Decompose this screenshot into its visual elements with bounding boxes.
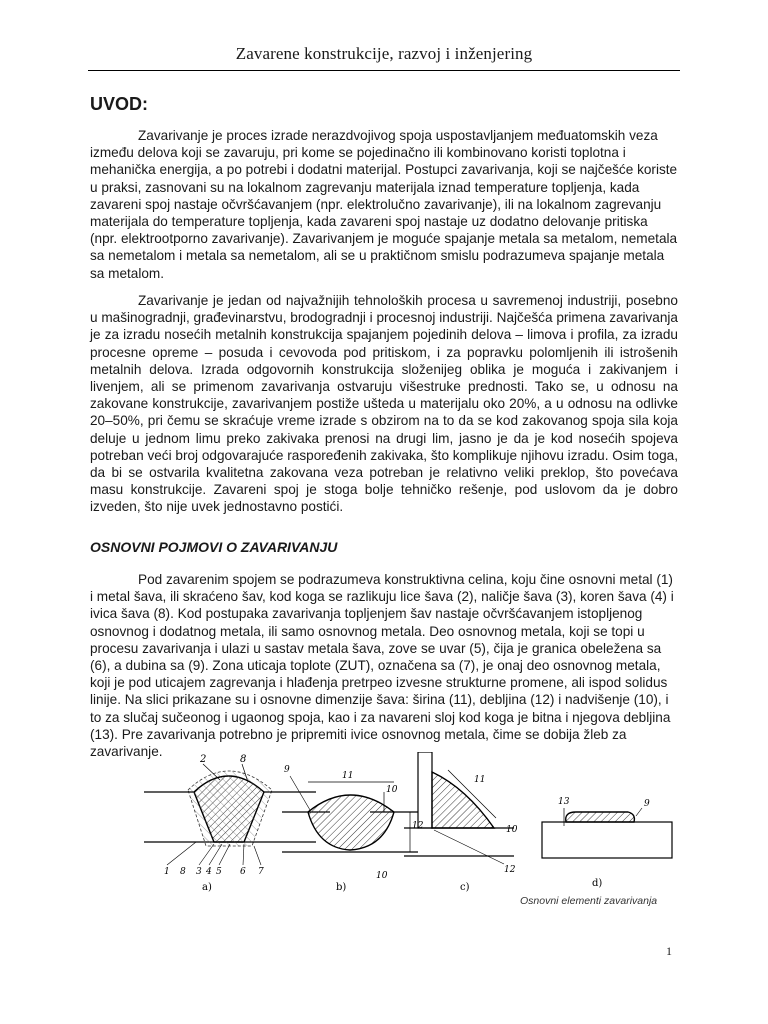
label-a-6: 6 (240, 867, 246, 877)
label-a-3: 3 (196, 867, 202, 877)
basic-terms-paragraph-text: Pod zavarenim spojem se podrazumeva konstruktivna celina, koju čine osnovni metal (1) i metal šava, ili skraćeno šav, kod koga se razlikuju lice šava (2), naličje šava (3), koren šava (4) i ivica šava (8). Kod postupaka zavarivanja topljenjem šav nastaje očvršćavanjem istopljenog osnovnog i dodatnog metala, ili samo osnovnog metala. Deo osnovnog metala, koji se topi u procesu zavarivanja i ulazi u sastav metala šava, zove se uvar (5), čija je granica obeležena sa (6), a dubina sa (9). Zona uticaja toplote (ZUT), označena sa (7), je onaj deo osnovnog metala, koji je pod uticajem zagrevanja i hlađenja pretrpeo izvesne strukturne promene, ali ispod solidus linije. Na slici prikazane su i osnovne dimenzije šava: širina (11), debljina (12) i nadvišenje (10), i to za slučaj sučeonog i ugaonog spoja, kao i za navareni sloj kod koga je bitna i njegova debljina (13). Pre zavarivanja potrebno je pripremiti ivice osnovnog metala, čime se dobija žleb za zavarivanje. (90, 572, 674, 760)
basic-terms-paragraph (90, 571, 678, 760)
label-b-10b: 10 (376, 871, 388, 881)
label-a-7: 7 (258, 867, 264, 877)
sublabel-a: a) (202, 882, 212, 892)
label-d-13: 13 (558, 797, 570, 807)
diagram-d (542, 797, 672, 889)
label-b-9: 9 (284, 765, 290, 775)
section-heading-basic-terms: OSNOVNI POJMOVI O ZAVARIVANJU (90, 539, 338, 555)
label-b-11: 11 (342, 771, 354, 781)
label-d-9: 9 (644, 799, 650, 809)
label-c-10: 10 (506, 825, 518, 835)
diagram-b (282, 765, 424, 892)
running-header: Zavarene konstrukcije, razvoj i inženjering (235, 44, 533, 63)
page-number: 1 (666, 944, 672, 958)
label-b-12: 12 (412, 821, 424, 831)
diagram-a (144, 754, 316, 892)
intro-paragraph-2-text: Zavarivanje je jedan od najvažnijih tehnoloških procesa u savremenoj industriji, posebno u mašinogradnji, građevinarstvu, brodogradnji i procesnoj industriji. Najčešća primena zavarivanja je za izradu nosećih metalnih konstrukcija spajanjem pojedinih delova – limova i profila, za izradu procesne opreme – posuda i cevovoda pod pritiskom, i za popravku polomljenih ili istrošenih metalnih delova. Izrada odgovornih konstrukcija složenijeg oblika je moguća i zakivanjem i livenjem, ali se primenom zavarivanja ostvaruju višestruke prednosti. Tako se, u odnosu na zakovane konstrukcije, zavarivanjem postiže ušteda u materijalu oko 20%, a u odnosu na odlivke 20–50%, pri čemu se skraćuje vreme izrade s obzirom na to da se kod zakovanog spoja sila koja deluje u jednom limu preko zakivaka prenosi na drugi lim, jasno je da je kod nosećih spojeva potreban veći broj odgovarajuće raspoređenih zakivaka, što komplikuje njihovu izradu. Osim toga, da bi se ostvarila kvalitetna zakovana veza potreban je relativno veliki preklop, što povećava masu konstrukcije. Zavareni spoj je stoga bolje tehničko rešenje, pod uslovom da je dobro izveden, što nije uvek jednostavno postići. (90, 293, 678, 515)
sublabel-d: d) (592, 878, 603, 889)
label-a-1: 1 (164, 867, 170, 877)
intro-paragraph-2 (90, 292, 678, 516)
welding-elements-figure (136, 752, 696, 897)
header-rule (88, 70, 680, 71)
intro-paragraph-1-text: Zavarivanje je proces izrade nerazdvojivog spoja uspostavljanjem međuatomskih veza između delova koji se zavaruju, pri kome se pojedinačno ili kombinovano koristi toplotna i mehanička energija, a po potrebi i dodatni materijal. Postupci zavarivanja, koji se najčešće koriste u praksi, zasnovani su na lokalnom zagrevanju materijala iznad temperature topljenja, kada zavareni spoj nastaje očvršćavanjem (npr. elektrolučno zavarivanje), ili na lokalnom zagrevanju materijala do temperature topljenja, kada zavareni spoj nastaje uz dodatno delovanje pritiska (npr. elektrootporno zavarivanje). Zavarivanjem je moguće spajanje metala sa metalom, nemetala sa nemetalom i metala sa nemetalom, ali se u praktičnom smislu podrazumeva spajanje metala sa metalom. (90, 128, 678, 281)
label-b-10: 10 (386, 785, 398, 795)
section-heading-uvod: UVOD: (90, 94, 148, 114)
label-a-2: 2 (200, 754, 207, 765)
sublabel-b: b) (336, 882, 347, 892)
label-a-8: 8 (240, 754, 247, 765)
figure-caption: Osnovni elementi zavarivanja (520, 895, 658, 907)
welding-diagram (136, 752, 696, 892)
label-a-5: 5 (216, 867, 222, 877)
sublabel-c: c) (460, 882, 470, 892)
label-a-4: 4 (206, 867, 212, 877)
label-c-11: 11 (474, 775, 486, 785)
label-a-8b: 8 (180, 867, 186, 877)
label-c-12: 12 (504, 865, 516, 875)
intro-paragraph-1 (90, 127, 678, 282)
